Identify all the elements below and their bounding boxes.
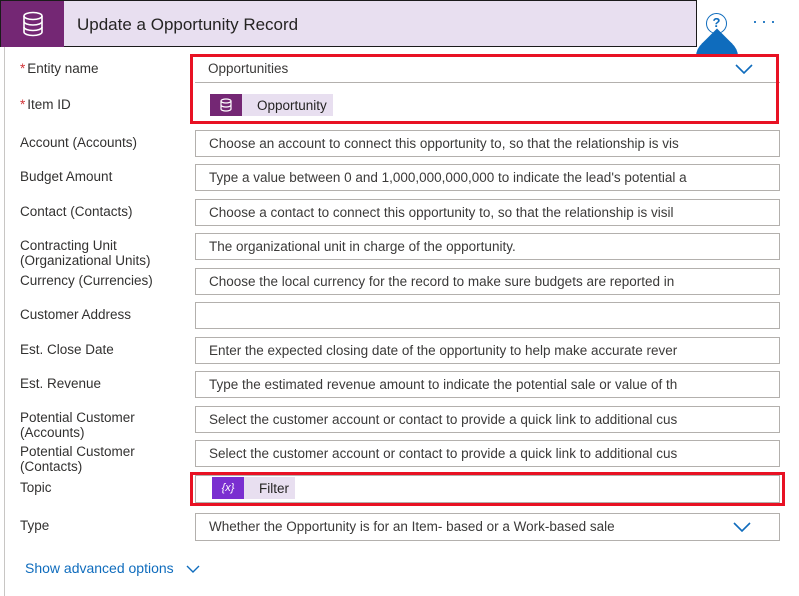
database-icon bbox=[22, 11, 44, 37]
dataverse-icon-box bbox=[1, 1, 64, 47]
expression-icon: {x} bbox=[212, 477, 244, 499]
potential-customer-accounts-input[interactable]: Select the customer account or contact to provide a quick link to additional cus bbox=[195, 406, 780, 433]
card-left-border bbox=[4, 47, 5, 596]
potential-customer-contacts-label: Potential Customer (Contacts) bbox=[20, 444, 135, 474]
contact-input[interactable]: Choose a contact to connect this opportunity to, so that the relationship is visil bbox=[195, 199, 780, 226]
contracting-unit-input[interactable]: The organizational unit in charge of the opportunity. bbox=[195, 233, 780, 260]
more-options-icon[interactable]: ··· bbox=[752, 11, 779, 31]
highlight-box-entity-item bbox=[190, 54, 779, 124]
filter-token-label: Filter bbox=[259, 480, 289, 496]
potential-customer-accounts-label: Potential Customer (Accounts) bbox=[20, 410, 135, 440]
est-revenue-input[interactable]: Type the estimated revenue amount to indicate the potential sale or value of th bbox=[195, 371, 780, 398]
chevron-down-icon bbox=[186, 565, 200, 573]
highlight-box-topic bbox=[190, 472, 785, 506]
entity-name-select[interactable]: Opportunities bbox=[195, 56, 780, 83]
est-close-date-label: Est. Close Date bbox=[20, 342, 114, 357]
help-icon[interactable]: ? bbox=[706, 13, 727, 34]
customer-address-input[interactable] bbox=[195, 302, 780, 329]
item-id-label: * Item ID bbox=[20, 97, 71, 112]
entity-name-label: * Entity name bbox=[20, 61, 99, 76]
action-title: Update a Opportunity Record bbox=[77, 15, 299, 34]
contact-label: Contact (Contacts) bbox=[20, 204, 133, 219]
potential-customer-contacts-input[interactable]: Select the customer account or contact to provide a quick link to additional cus bbox=[195, 440, 780, 467]
opportunity-token-label: Opportunity bbox=[257, 97, 327, 113]
est-close-date-input[interactable]: Enter the expected closing date of the opportunity to help make accurate rever bbox=[195, 337, 780, 364]
chevron-down-icon[interactable] bbox=[733, 522, 751, 532]
budget-amount-label: Budget Amount bbox=[20, 169, 113, 184]
type-select[interactable]: Whether the Opportunity is for an Item- based or a Work-based sale bbox=[195, 513, 780, 541]
contracting-unit-label: Contracting Unit (Organizational Units) bbox=[20, 238, 151, 268]
show-advanced-options-label: Show advanced options bbox=[25, 560, 174, 576]
action-card-header[interactable] bbox=[0, 0, 697, 47]
currency-label: Currency (Currencies) bbox=[20, 273, 153, 288]
currency-input[interactable]: Choose the local currency for the record to make sure budgets are reported in bbox=[195, 268, 780, 295]
account-label: Account (Accounts) bbox=[20, 135, 138, 150]
show-advanced-options-link[interactable] bbox=[25, 560, 200, 576]
type-label: Type bbox=[20, 518, 50, 533]
budget-amount-input[interactable]: Type a value between 0 and 1,000,000,000,000 to indicate the lead's potential a bbox=[195, 164, 780, 191]
topic-label: Topic bbox=[20, 480, 52, 495]
account-input[interactable]: Choose an account to connect this opportunity to, so that the relationship is vis bbox=[195, 130, 780, 157]
est-revenue-label: Est. Revenue bbox=[20, 376, 102, 391]
customer-address-label: Customer Address bbox=[20, 307, 132, 322]
